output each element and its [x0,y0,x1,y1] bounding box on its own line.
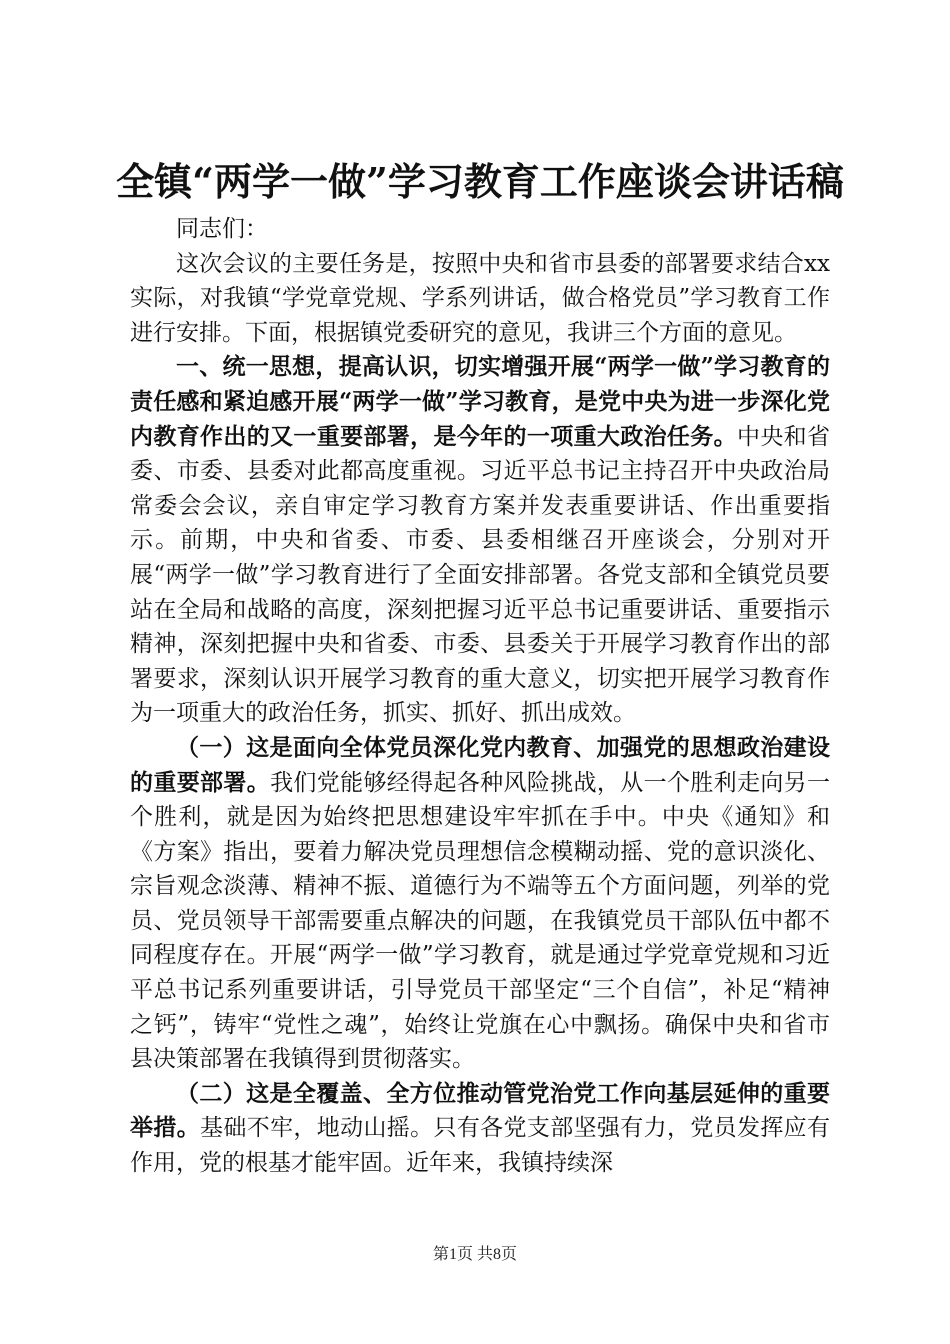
subsection-2-paragraph [130,1077,830,1181]
subsection-1-body: 我们党能够经得起各种风险挑战，从一个胜利走向另一个胜利，就是因为始终把思想建设牢牢抓在手中。中央《通知》和《方案》指出，要着力解决党员理想信念模糊动摇、党的意识淡化、宗旨观念淡薄、精神不振、道德行为不端等五个方面问题，列举的党员、党员领导干部需要重点解决的问题，在我镇党员干部队伍中都不同程度存在。开展“两学一做”学习教育，就是通过学党章党规和习近平总书记系列重要讲话，引导党员干部坚定“三个自信”，补足“精神之钙”，铸牢“党性之魂”，始终让党旗在心中飘扬。确保中央和省市县决策部署在我镇得到贯彻落实。 [130,769,831,1073]
page-number: 第1页 共8页 [432,1246,517,1263]
subsection-1-heading: （一）这是面向全体党员深化党内教育、加强党的思想政治建设的重要部署。 [130,733,830,796]
subsection-1-paragraph [130,731,830,1077]
subsection-2-body: 基础不牢，地动山摇。只有各党支部坚强有力，党员发挥应有作用，党的根基才能牢固。近年来，我镇持续深 [130,1115,831,1177]
subsection-2-heading: （二）这是全覆盖、全方位推动管党治党工作向基层延伸的重要举措。 [130,1079,830,1142]
section-1-body: 中央和省委、市委、县委对此都高度重视。习近平总书记主持召开中央政治局常委会会议，亲自审定学习教育方案并发表重要讲话、作出重要指示。前期，中央和省委、市委、县委相继召开座谈会，分别对开展“两学一做”学习教育进行了全面安排部署。各党支部和全镇党员要站在全局和战略的高度，深刻把握习近平总书记重要讲话、重要指示精神，深刻把握中央和省委、市委、县委关于开展学习教育作出的部署要求，深刻认识开展学习教育的重大意义，切实把开展学习教育作为一项重大的政治任务，抓实、抓好、抓出成效。 [130,423,831,727]
salutation: 同志们： [176,216,268,242]
section-1-heading: 一、统一思想，提高认识，切实增强开展“两学一做”学习教育的责任感和紧迫感开展“两学一做”学习教育，是党中央为进一步深化党内教育作出的又一重要部署，是今年的一项重大政治任务。 [130,353,830,450]
section-1-paragraph [130,350,830,731]
document-body [130,212,830,1181]
intro-paragraph: 这次会议的主要任务是，按照中央和省市县委的部署要求结合xx实际，对我镇“学党章党规、学系列讲话，做合格党员”学习教育工作进行安排。下面，根据镇党委研究的意见，我讲三个方面的意见。 [130,250,830,346]
document-title: 全镇“两学一做”学习教育工作座谈会讲话稿 [116,159,844,204]
